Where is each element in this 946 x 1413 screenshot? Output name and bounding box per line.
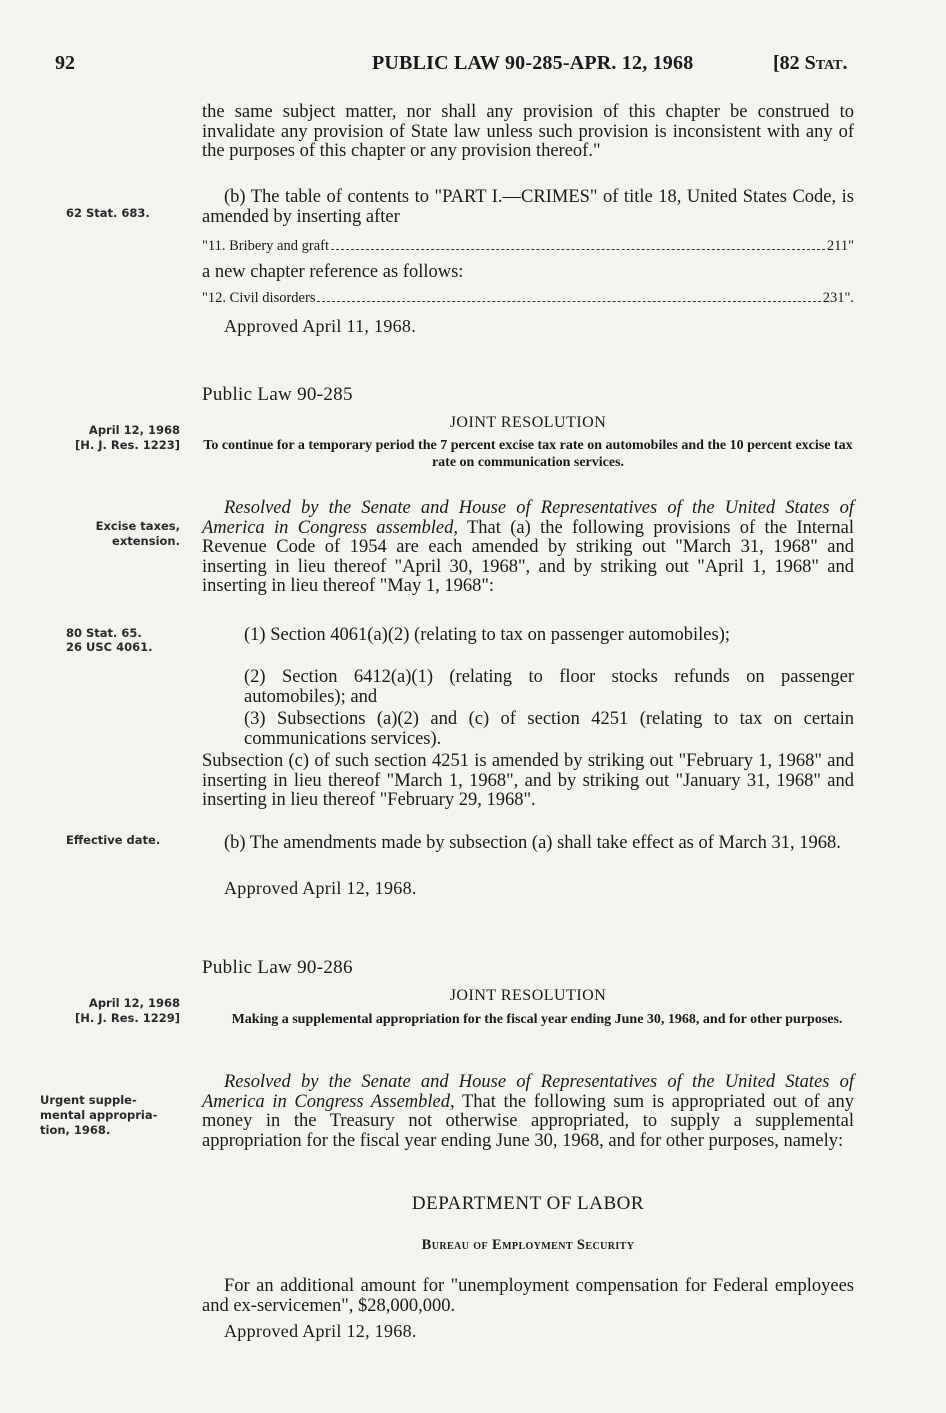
running-head-title: PUBLIC LAW 90-285-APR. 12, 1968 (372, 52, 694, 74)
toc-entry-label: "11. Bribery and graft (202, 238, 329, 254)
continuation-paragraph: the same subject matter, nor shall any provision of this chapter be construed to invalidate any provision of State law unless such provision is inconsistent with any of the purposes of this chapter or any provision thereof." (202, 102, 854, 161)
approved-date: Approved April 11, 1968. (224, 316, 417, 336)
margin-note-date: April 12, 1968 (88, 996, 180, 1010)
toc-entry-civil-disorders (202, 290, 854, 307)
appropriation-paragraph: For an additional amount for "unemployment compensation for Federal employees and ex-servicemen", $28,000,000. (202, 1276, 854, 1316)
toc-entry-bribery (202, 238, 854, 255)
statute-reference: [82 Stat. (773, 52, 848, 74)
resolution-purpose: To continue for a temporary period the 7 percent excise tax rate on automobiles and the 10 percent excise tax rate on communication services. (203, 438, 853, 470)
enacting-formula: Resolved by the Senate and House of Representatives of the United States of America in Congress Assembled, (202, 1072, 854, 1112)
margin-note-80-stat: 80 Stat. 65. (66, 626, 142, 640)
leader-dots (317, 301, 820, 302)
department-heading: DEPARTMENT OF LABOR (411, 1193, 645, 1214)
table-of-contents-amendment: (b) The table of contents to "PART I.—CRIMES" of title 18, United States Code, is amended by inserting after (202, 187, 854, 227)
margin-note-urgent-appropriation: Urgent supple- mental appropria- tion, 1968. (40, 1093, 158, 1137)
page-number: 92 (55, 52, 75, 74)
list-item-2: (2) Section 6412(a)(1) (relating to floor stocks refunds on passenger automobiles); and (244, 667, 854, 707)
margin-note-excise-taxes: Excise taxes, extension. (95, 519, 180, 548)
toc-entry-page: 211" (826, 238, 854, 254)
approved-date: Approved April 12, 1968. (224, 1321, 417, 1341)
toc-entry-page: 231". (822, 290, 854, 306)
resolving-clause (202, 499, 854, 597)
list-item-1: (1) Section 4061(a)(2) (relating to tax on passenger automobiles); (244, 625, 730, 645)
margin-note-date: April 12, 1968 (88, 423, 180, 437)
margin-note-62-stat-683: 62 Stat. 683. (66, 206, 150, 220)
margin-note-usc: 26 USC 4061. (66, 640, 153, 654)
new-chapter-reference: a new chapter reference as follows: (202, 262, 464, 282)
joint-resolution-heading: JOINT RESOLUTION (449, 414, 607, 431)
margin-note-effective-date: Effective date. (66, 833, 161, 847)
public-law-number: Public Law 90-285 (202, 384, 353, 405)
resolution-purpose: Making a supplemental appropriation for the fiscal year ending June 30, 1968, and for other purposes. (231, 1012, 843, 1027)
subsection-c-paragraph: Subsection (c) of such section 4251 is amended by striking out "February 1, 1968" and inserting in lieu thereof "March 1, 1968", and by striking out "January 31, 1968" and inserting in lieu thereof "February 29, 1968". (202, 751, 854, 810)
toc-entry-label: "12. Civil disorders (202, 290, 316, 306)
list-item-3: (3) Subsections (a)(2) and (c) of section 4251 (relating to tax on certain communications services). (244, 709, 854, 749)
enacting-formula: Resolved by the Senate and House of Representatives of the United States of America in Congress assembled, (202, 498, 854, 538)
effective-date-paragraph: (b) The amendments made by subsection (a) shall take effect as of March 31, 1968. (224, 833, 841, 853)
leader-dots (331, 249, 825, 250)
resolving-text: That (a) the following provisions of the Internal Revenue Code of 1954 are each amended by striking out "March 31, 1968" and inserting in lieu thereof "April 30, 1968", and by striking out "April 1, 1968" and inserting in lieu thereof "May 1, 1968": (202, 517, 854, 596)
resolving-clause (202, 1073, 854, 1151)
margin-note-resolution: [H. J. Res. 1229] (74, 1011, 180, 1025)
margin-note-resolution: [H. J. Res. 1223] (74, 438, 180, 452)
public-law-number: Public Law 90-286 (202, 957, 353, 978)
resolving-text: That the following sum is appropriated out of any money in the Treasury not otherwise appropriated, to supply a supplemental appropriation for the fiscal year ending June 30, 1968, and for other purposes, namely: (202, 1091, 854, 1151)
joint-resolution-heading: JOINT RESOLUTION (449, 987, 607, 1004)
bureau-heading: Bureau of Employment Security (421, 1237, 635, 1253)
approved-date: Approved April 12, 1968. (224, 878, 417, 898)
